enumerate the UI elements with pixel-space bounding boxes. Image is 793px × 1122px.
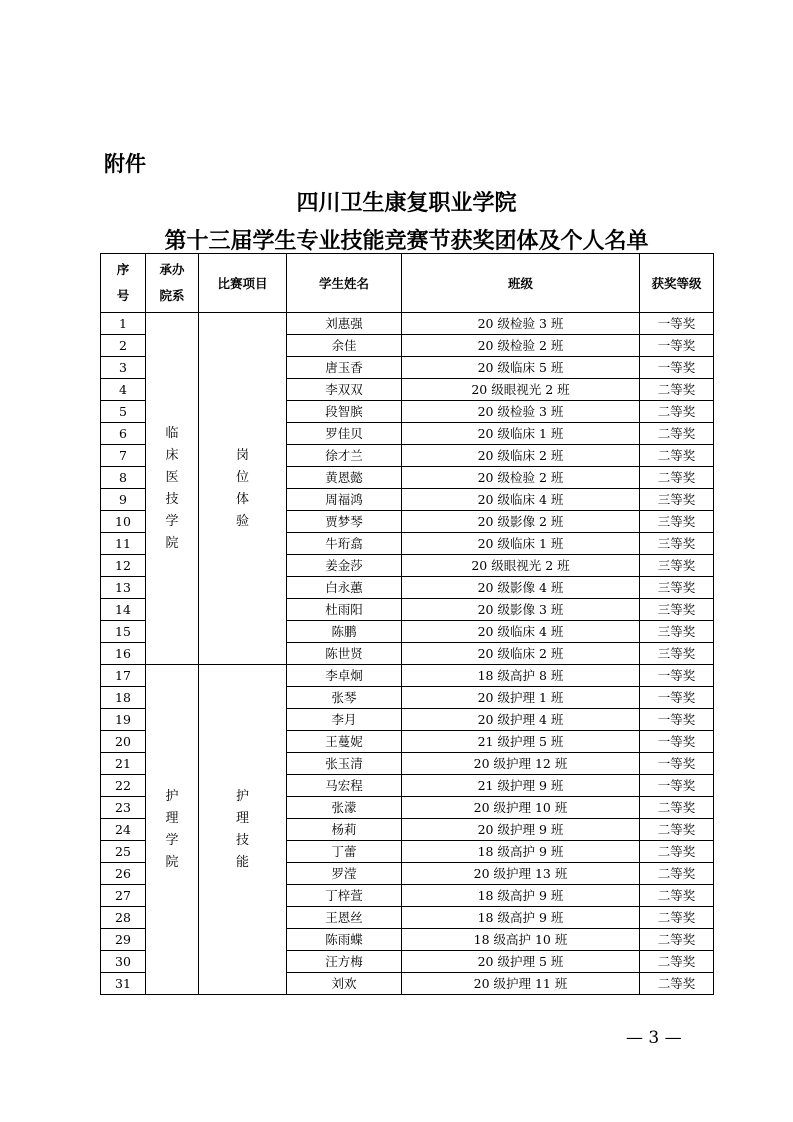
row-seq: 12: [101, 555, 146, 577]
row-award: 三等奖: [640, 577, 714, 599]
row-name: 陈雨蝶: [287, 929, 402, 951]
award-list-table: [100, 253, 714, 995]
event-char: 岗: [235, 447, 249, 463]
row-class: 20 级临床 4 班: [402, 621, 640, 643]
row-award: 三等奖: [640, 599, 714, 621]
row-name: 罗滢: [287, 863, 402, 885]
row-class: 20 级护理 4 班: [402, 709, 640, 731]
row-seq: 7: [101, 445, 146, 467]
row-seq: 3: [101, 357, 146, 379]
row-name: 李卓炯: [287, 665, 402, 687]
row-seq: 21: [101, 753, 146, 775]
row-seq: 14: [101, 599, 146, 621]
row-class: 18 级高护 10 班: [402, 929, 640, 951]
row-award: 二等奖: [640, 445, 714, 467]
row-award: 二等奖: [640, 951, 714, 973]
row-name: 张玉清: [287, 753, 402, 775]
dept-char: 护: [165, 788, 179, 804]
row-name: 丁蕾: [287, 841, 402, 863]
row-award: 三等奖: [640, 555, 714, 577]
row-name: 王蔓妮: [287, 731, 402, 753]
row-award: 一等奖: [640, 709, 714, 731]
row-class: 20 级临床 4 班: [402, 489, 640, 511]
dept-char: 院: [165, 854, 179, 870]
row-seq: 8: [101, 467, 146, 489]
row-seq: 24: [101, 819, 146, 841]
row-seq: 30: [101, 951, 146, 973]
row-seq: 23: [101, 797, 146, 819]
row-seq: 25: [101, 841, 146, 863]
row-seq: 27: [101, 885, 146, 907]
row-class: 20 级检验 2 班: [402, 335, 640, 357]
row-class: 20 级护理 1 班: [402, 687, 640, 709]
row-class: 20 级护理 12 班: [402, 753, 640, 775]
row-award: 二等奖: [640, 423, 714, 445]
row-seq: 9: [101, 489, 146, 511]
dept-char: 理: [165, 810, 179, 826]
row-name: 李双双: [287, 379, 402, 401]
row-seq: 11: [101, 533, 146, 555]
row-seq: 20: [101, 731, 146, 753]
row-award: 一等奖: [640, 313, 714, 335]
row-award: 三等奖: [640, 489, 714, 511]
header-name: 学生姓名: [287, 254, 402, 313]
row-name: 刘欢: [287, 973, 402, 995]
row-award: 三等奖: [640, 533, 714, 555]
dept-char: 学: [165, 832, 179, 848]
row-award: 二等奖: [640, 797, 714, 819]
row-class: 18 级高护 9 班: [402, 841, 640, 863]
row-name: 贾梦琴: [287, 511, 402, 533]
event-char: 验: [235, 513, 249, 529]
row-class: 20 级临床 2 班: [402, 643, 640, 665]
row-class: 20 级临床 1 班: [402, 533, 640, 555]
row-seq: 13: [101, 577, 146, 599]
document-subtitle: 第十三届学生专业技能竞赛节获奖团体及个人名单: [164, 229, 649, 254]
event-char: 护: [235, 788, 249, 804]
row-class: 21 级护理 9 班: [402, 775, 640, 797]
event-cell: [199, 665, 287, 995]
row-seq: 28: [101, 907, 146, 929]
row-name: 姜金莎: [287, 555, 402, 577]
event-cell: [199, 313, 287, 665]
row-award: 二等奖: [640, 379, 714, 401]
row-seq: 22: [101, 775, 146, 797]
row-award: 三等奖: [640, 621, 714, 643]
row-seq: 15: [101, 621, 146, 643]
row-class: 20 级眼视光 2 班: [402, 379, 640, 401]
row-name: 唐玉香: [287, 357, 402, 379]
row-seq: 2: [101, 335, 146, 357]
row-award: 二等奖: [640, 467, 714, 489]
row-name: 刘惠强: [287, 313, 402, 335]
row-name: 李月: [287, 709, 402, 731]
table-row: [101, 665, 714, 687]
row-award: 二等奖: [640, 863, 714, 885]
row-award: 一等奖: [640, 731, 714, 753]
row-class: 20 级护理 11 班: [402, 973, 640, 995]
dept-char: 床: [165, 447, 179, 463]
row-award: 一等奖: [640, 775, 714, 797]
row-name: 杜雨阳: [287, 599, 402, 621]
table-body: [101, 313, 714, 995]
page-number: — 3 —: [626, 1028, 682, 1048]
row-award: 一等奖: [640, 753, 714, 775]
row-seq: 1: [101, 313, 146, 335]
row-name: 周福鸿: [287, 489, 402, 511]
row-class: 20 级护理 10 班: [402, 797, 640, 819]
row-class: 18 级高护 8 班: [402, 665, 640, 687]
row-award: 一等奖: [640, 665, 714, 687]
row-seq: 16: [101, 643, 146, 665]
row-award: 一等奖: [640, 687, 714, 709]
row-award: 二等奖: [640, 973, 714, 995]
row-name: 张濛: [287, 797, 402, 819]
row-award: 二等奖: [640, 401, 714, 423]
row-name: 丁梓萱: [287, 885, 402, 907]
row-name: 罗佳贝: [287, 423, 402, 445]
row-class: 20 级眼视光 2 班: [402, 555, 640, 577]
header-class: 班级: [402, 254, 640, 313]
row-seq: 31: [101, 973, 146, 995]
row-class: 20 级临床 5 班: [402, 357, 640, 379]
row-name: 王恩丝: [287, 907, 402, 929]
row-name: 汪方梅: [287, 951, 402, 973]
dept-char: 院: [165, 535, 179, 551]
header-event: 比赛项目: [199, 254, 287, 313]
row-class: 20 级护理 9 班: [402, 819, 640, 841]
row-name: 白永蕙: [287, 577, 402, 599]
row-name: 马宏程: [287, 775, 402, 797]
row-class: 20 级临床 2 班: [402, 445, 640, 467]
row-name: 陈世贤: [287, 643, 402, 665]
row-award: 二等奖: [640, 929, 714, 951]
event-char: 能: [235, 854, 249, 870]
event-char: 体: [235, 491, 249, 507]
row-seq: 17: [101, 665, 146, 687]
row-class: 20 级影像 2 班: [402, 511, 640, 533]
dept-char: 技: [165, 491, 179, 507]
document-title: 四川卫生康复职业学院: [296, 191, 517, 216]
row-seq: 4: [101, 379, 146, 401]
row-name: 陈鹏: [287, 621, 402, 643]
row-class: 20 级影像 4 班: [402, 577, 640, 599]
row-seq: 10: [101, 511, 146, 533]
row-seq: 5: [101, 401, 146, 423]
row-name: 徐才兰: [287, 445, 402, 467]
event-char: 技: [235, 832, 249, 848]
row-class: 20 级检验 2 班: [402, 467, 640, 489]
header-seq-line: 号: [116, 288, 130, 303]
row-award: 三等奖: [640, 511, 714, 533]
row-award: 一等奖: [640, 335, 714, 357]
header-dept-line: 院系: [159, 288, 185, 303]
row-seq: 29: [101, 929, 146, 951]
header-dept-line: 承办: [159, 262, 185, 277]
table-header-row: [101, 254, 714, 313]
row-class: 20 级检验 3 班: [402, 401, 640, 423]
row-class: 20 级影像 3 班: [402, 599, 640, 621]
event-char: 位: [235, 469, 249, 485]
header-dept: [146, 254, 199, 313]
row-class: 20 级护理 13 班: [402, 863, 640, 885]
row-class: 18 级高护 9 班: [402, 885, 640, 907]
event-char: 理: [235, 810, 249, 826]
row-name: 杨莉: [287, 819, 402, 841]
row-name: 余佳: [287, 335, 402, 357]
row-class: 20 级检验 3 班: [402, 313, 640, 335]
row-award: 二等奖: [640, 819, 714, 841]
row-name: 段智膑: [287, 401, 402, 423]
dept-cell: [146, 665, 199, 995]
row-class: 21 级护理 5 班: [402, 731, 640, 753]
dept-char: 学: [165, 513, 179, 529]
row-award: 二等奖: [640, 907, 714, 929]
header-award: 获奖等级: [640, 254, 714, 313]
dept-cell: [146, 313, 199, 665]
row-seq: 6: [101, 423, 146, 445]
row-award: 二等奖: [640, 841, 714, 863]
row-seq: 19: [101, 709, 146, 731]
row-award: 一等奖: [640, 357, 714, 379]
row-award: 二等奖: [640, 885, 714, 907]
row-seq: 26: [101, 863, 146, 885]
header-seq-line: 序: [116, 262, 130, 277]
dept-char: 临: [165, 425, 179, 441]
row-name: 牛珩翕: [287, 533, 402, 555]
attachment-label: 附件: [104, 152, 146, 176]
row-name: 张琴: [287, 687, 402, 709]
row-class: 20 级临床 1 班: [402, 423, 640, 445]
header-seq: [101, 254, 146, 313]
row-class: 18 级高护 9 班: [402, 907, 640, 929]
row-class: 20 级护理 5 班: [402, 951, 640, 973]
dept-char: 医: [165, 469, 179, 485]
row-seq: 18: [101, 687, 146, 709]
table-row: [101, 313, 714, 335]
row-name: 黄恩懿: [287, 467, 402, 489]
row-award: 三等奖: [640, 643, 714, 665]
